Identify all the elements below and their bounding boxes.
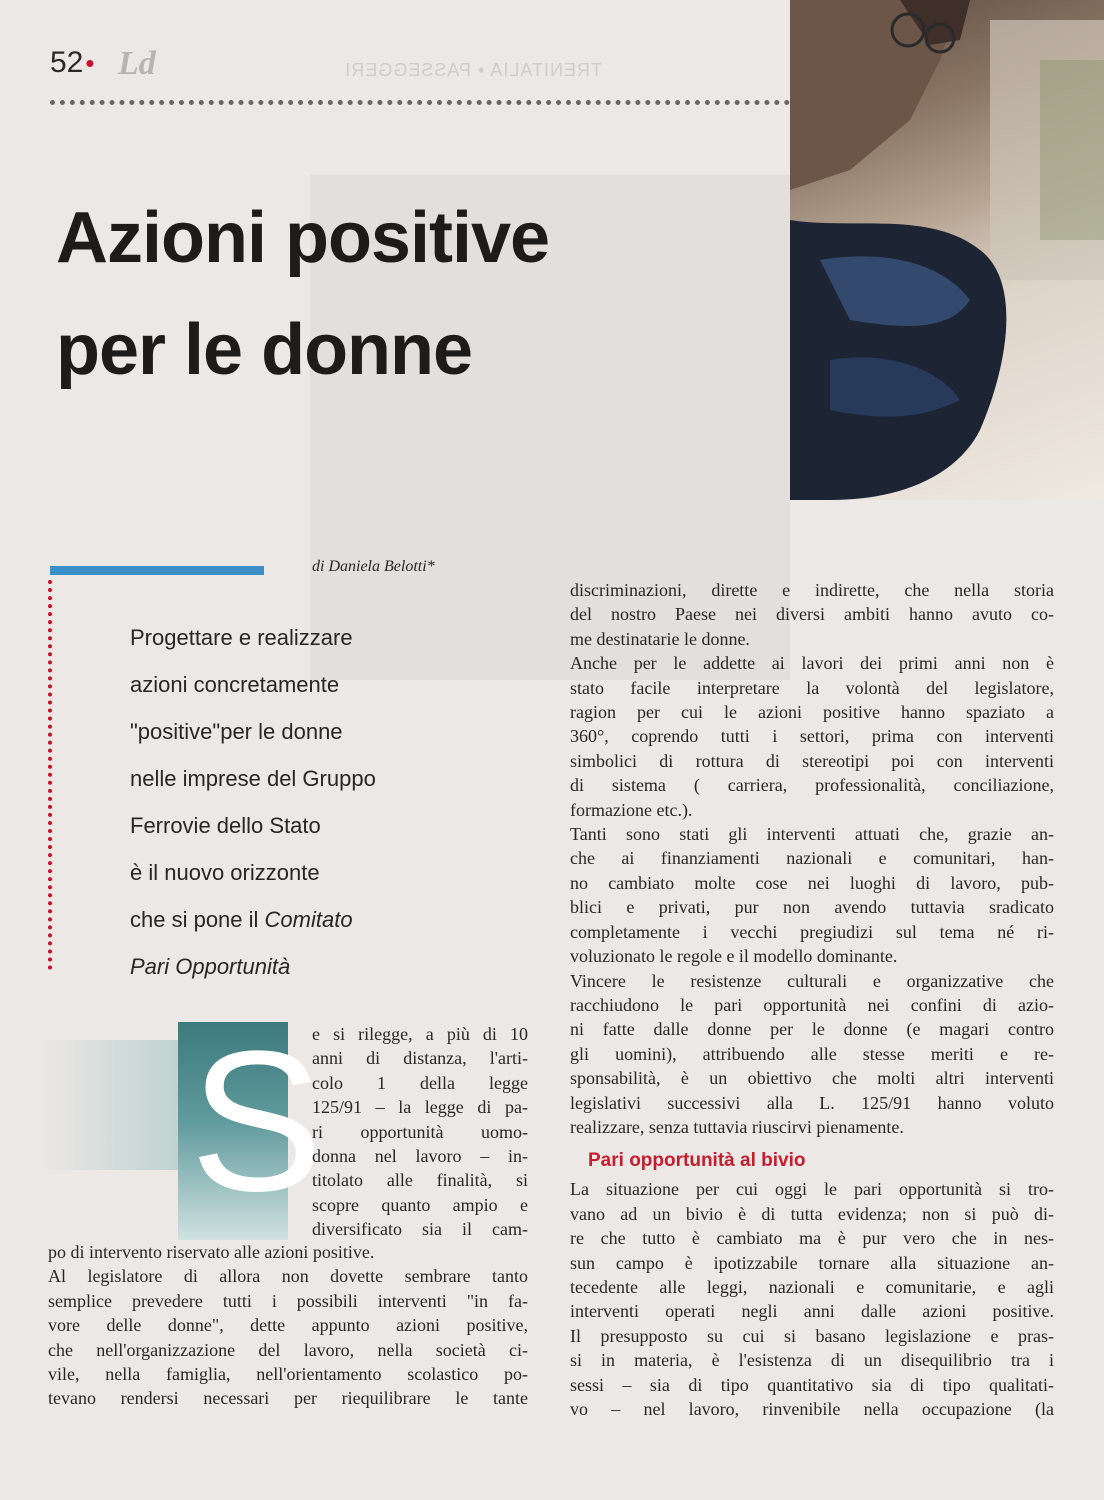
body-line: e si rilegge, a più di 10: [312, 1024, 528, 1044]
body-line: ni fatte dalle donne per le donne (e magari contro: [570, 1019, 1054, 1040]
body-line: no cambiato molte cose nei luoghi di lavoro, pub-: [570, 872, 1054, 893]
intro-line: "positive"per le donne: [130, 719, 343, 744]
body-line: po di intervento riservato alle azioni positive.: [48, 1242, 375, 1262]
body-line: diversificato sia il cam-: [312, 1219, 528, 1240]
body-line: ri opportunità uomo-: [312, 1121, 528, 1142]
intro-line: azioni concretamente: [130, 672, 340, 697]
body-line: sun campo è ipotizzabile tornare alla situazione an-: [570, 1252, 1054, 1273]
body-line: vo – nel lavoro, rinvenibile nella occupazione (la: [570, 1399, 1054, 1419]
body-line: vile, nella famiglia, nell'orientamento scolastico po-: [48, 1364, 528, 1385]
body-line: La situazione per cui oggi le pari opportunità si tro-: [570, 1179, 1054, 1200]
body-line: semplice prevedere tutti i possibili interventi "in fa-: [48, 1290, 528, 1311]
photo-worker: [790, 0, 1104, 500]
title-line-2: per le donne: [56, 310, 473, 390]
body-right: [570, 578, 1054, 1421]
body-line: me destinatarie le donne.: [570, 628, 750, 649]
show-through-header: TRENITALIA • PASSEGGERI: [344, 60, 602, 80]
dropcap-letter: S: [190, 1010, 324, 1233]
body-line: che nell'organizzazione del lavoro, nella società ci-: [48, 1339, 528, 1360]
page-number-value: 52: [50, 46, 84, 79]
body-line: colo 1 della legge: [312, 1072, 528, 1093]
body-line: sessi – sia di tipo quantitativo sia di tipo qualitati-: [570, 1374, 1054, 1395]
body-line: di sistema ( carriera, professionalità, conciliazione,: [570, 775, 1054, 796]
body-line: interventi operati negli anni dalle azioni positive.: [570, 1301, 1054, 1322]
intro-italic-word: Comitato: [264, 907, 353, 932]
body-line: vano ad un bivio è di tutta evidenza; non si può di-: [570, 1203, 1054, 1224]
body-line: 125/91 – la legge di pa-: [312, 1097, 528, 1118]
body-line: sponsabilità, è un obiettivo che molti altri interventi: [570, 1068, 1054, 1089]
body-line: si in materia, è l'esistenza di un disequilibrio tra i: [570, 1350, 1054, 1371]
intro-line: Progettare e realizzare: [130, 625, 353, 650]
body-line: realizzare, senza tuttavia riuscirvi pienamente.: [570, 1116, 904, 1137]
body-line: Tanti sono stati gli interventi attuati che, grazie an-: [570, 824, 1054, 845]
body-left-wide: [48, 1240, 528, 1411]
body-line: anni di distanza, l'arti-: [312, 1048, 528, 1069]
body-line: formazione etc.).: [570, 799, 693, 820]
magazine-logo: Ld: [118, 45, 156, 82]
section-subheading: Pari opportunità al bivio: [588, 1150, 806, 1172]
page-number: [50, 46, 96, 80]
body-line: simbolici di rottura di stereotipi poi con interventi: [570, 750, 1054, 771]
photo-illustration: [790, 0, 1104, 500]
accent-bar: [50, 566, 264, 575]
body-line: completamente i vecchi pregiudizi sul tema né ri-: [570, 921, 1054, 942]
body-line: tecedente alle leggi, nazionali e comunitarie, e agli: [570, 1276, 1054, 1297]
intro-line: Ferrovie dello Stato: [130, 813, 321, 838]
body-line: gli uomini), attribuendo alle stesse meriti e re-: [570, 1043, 1054, 1064]
intro-italic-line: Pari Opportunità: [130, 954, 291, 979]
body-left-narrow: [312, 1022, 528, 1242]
title-line-1: Azioni positive: [56, 198, 550, 278]
body-line: discriminazioni, dirette e indirette, che nella storia: [570, 580, 1054, 600]
body-line: stato facile interpretare la volontà del legislatore,: [570, 677, 1054, 698]
body-line: donna nel lavoro – in-: [312, 1146, 528, 1167]
intro-dotted-rule: [48, 580, 52, 970]
intro-standfirst: [130, 614, 410, 990]
intro-line: che si pone il: [130, 907, 265, 932]
body-line: Anche per le addette ai lavori dei primi anni non è: [570, 653, 1054, 674]
body-line: tevano rendersi necessari per riequilibrare le tante: [48, 1388, 528, 1409]
body-line: re che tutto è cambiato ma è pur vero che in nes-: [570, 1228, 1054, 1249]
body-line: vore delle donne", dette appunto azioni positive,: [48, 1315, 528, 1336]
body-line: voluzionato le regole e il modello dominante.: [570, 946, 898, 967]
article-title: [56, 182, 776, 406]
dropcap-gradient: [40, 1040, 180, 1170]
body-line: del nostro Paese nei diversi ambiti hanno avuto co-: [570, 604, 1054, 625]
body-line: ragion per cui le azioni positive hanno spaziato a: [570, 702, 1054, 723]
body-line: 360°, coprendo tutti i settori, prima con interventi: [570, 726, 1054, 747]
body-line: racchiudono le pari opportunità nei confini di azio-: [570, 994, 1054, 1015]
intro-line-with-italic: [130, 896, 410, 943]
body-line: legislativi successivi alla L. 125/91 hanno voluto: [570, 1092, 1054, 1113]
body-line: scopre quanto ampio e: [312, 1194, 528, 1215]
body-line: che ai finanziamenti nazionali e comunitari, han-: [570, 848, 1054, 869]
header-dotted-rule: [50, 100, 790, 105]
intro-line: è il nuovo orizzonte: [130, 860, 320, 885]
body-line: Il presupposto su cui si basano legislazione e pras-: [570, 1325, 1054, 1346]
body-line: Al legislatore di allora non dovette sembrare tanto: [48, 1266, 528, 1287]
body-line: Vincere le resistenze culturali e organizzative che: [570, 970, 1054, 991]
byline: di Daniela Belotti*: [312, 558, 435, 575]
intro-line: nelle imprese del Gruppo: [130, 766, 376, 791]
body-line: titolato alle finalità, si: [312, 1170, 528, 1191]
header-separator: •: [85, 48, 95, 78]
body-line: blici e privati, pur non avendo tuttavia sradicato: [570, 897, 1054, 918]
